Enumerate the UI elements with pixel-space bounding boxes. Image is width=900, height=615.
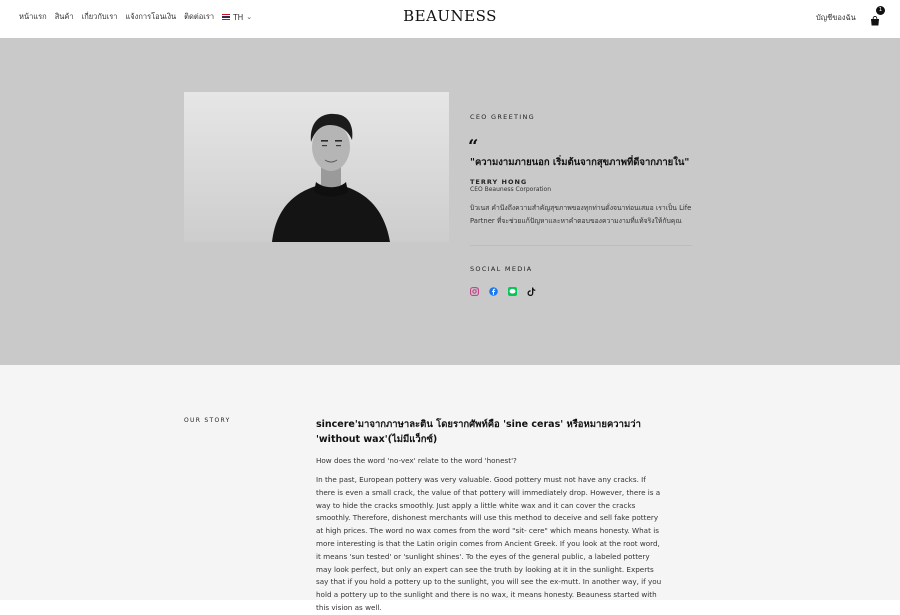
our-story-subtitle: How does the word 'no-vex' relate to the word 'honest'?: [316, 456, 517, 465]
nav-products[interactable]: สินค้า: [54, 12, 74, 21]
our-story-label: OUR STORY: [184, 417, 231, 424]
our-story-body: In the past, European pottery was very valuable. Good pottery must not have any cracks. If there is even a small crack, the value of that pottery will immediately drop. However, there is a way to hide the cracks smoothly. Just apply a little white wax and it can cover the cracks smoothly. Therefore, dishonest merchants will use this method to deceive and sell fake pottery at high prices. The word no wax comes from the word "sit- cere" which means honesty. What is more interesting is that the Latin origin comes from Ancient Greek. If you look at the root word, it means 'sun tested' or 'sunlight shines'. To the eyes of the general public, a labeled pottery may look perfect, but only an expert can see the truth by looking at it in the sunlight. Experts say that if you hold a pottery up to the sunlight, you will see the ex-mutt. In another way, if you hold a pottery up to the sunlight and there is no wax, it means honesty. Beauness started with this vision as well.: [316, 475, 662, 612]
line-icon[interactable]: [508, 281, 517, 290]
cart-count-badge: 1: [876, 6, 885, 15]
ceo-greeting-label: CEO GREETING: [470, 113, 535, 121]
social-media-label: SOCIAL MEDIA: [470, 265, 533, 273]
site-header: [0, 0, 900, 38]
our-story-section: [0, 365, 900, 612]
facebook-icon[interactable]: [489, 281, 498, 290]
shopping-bag-icon: [870, 16, 880, 26]
ceo-name: TERRY HONG: [470, 178, 528, 186]
social-links: [470, 281, 536, 290]
ceo-description: บิวเนส คำนึงถึงความสำคัญสุขภาพของทุกท่านดั่งจนาท่อนเสมอ เราเป็น Life Partner ที่จะช่วยแก้ปัญหาและหาคำตอบของความงามที่แท้จริงให้กับคุณ: [470, 204, 692, 225]
cart-button[interactable]: [870, 7, 883, 23]
ceo-role: CEO Beauness Corporation: [470, 186, 551, 193]
ceo-portrait-photo: [184, 92, 449, 242]
our-story-title: sincere'มาจากภาษาละติน โดยรากศัพท์คือ 'sine ceras' หรือหมายความว่า 'without wax'(ไม่มีแว็กซ์): [316, 419, 641, 445]
section-divider: [470, 245, 692, 246]
nav-home[interactable]: หน้าแรก: [19, 12, 47, 21]
ceo-quote: "ความงามภายนอก เริ่มต้นจากสุขภาพที่ดีจากภายใน": [470, 157, 690, 168]
language-label: TH: [233, 12, 244, 22]
nav-contact[interactable]: ติดต่อเรา: [184, 12, 215, 21]
ceo-portrait-illustration: [184, 92, 449, 242]
nav-payment-notice[interactable]: แจ้งการโอนเงิน: [125, 12, 177, 21]
nav-about[interactable]: เกี่ยวกับเรา: [81, 12, 118, 21]
quote-mark-icon: “: [468, 136, 479, 157]
chevron-down-icon: ⌄: [246, 13, 253, 21]
ceo-greeting-section: [0, 38, 900, 365]
my-account-link[interactable]: บัญชีของฉัน: [816, 13, 856, 22]
tiktok-icon[interactable]: [527, 281, 536, 290]
instagram-icon[interactable]: [470, 281, 479, 290]
brand-logo[interactable]: BEAUNESS: [403, 7, 497, 25]
